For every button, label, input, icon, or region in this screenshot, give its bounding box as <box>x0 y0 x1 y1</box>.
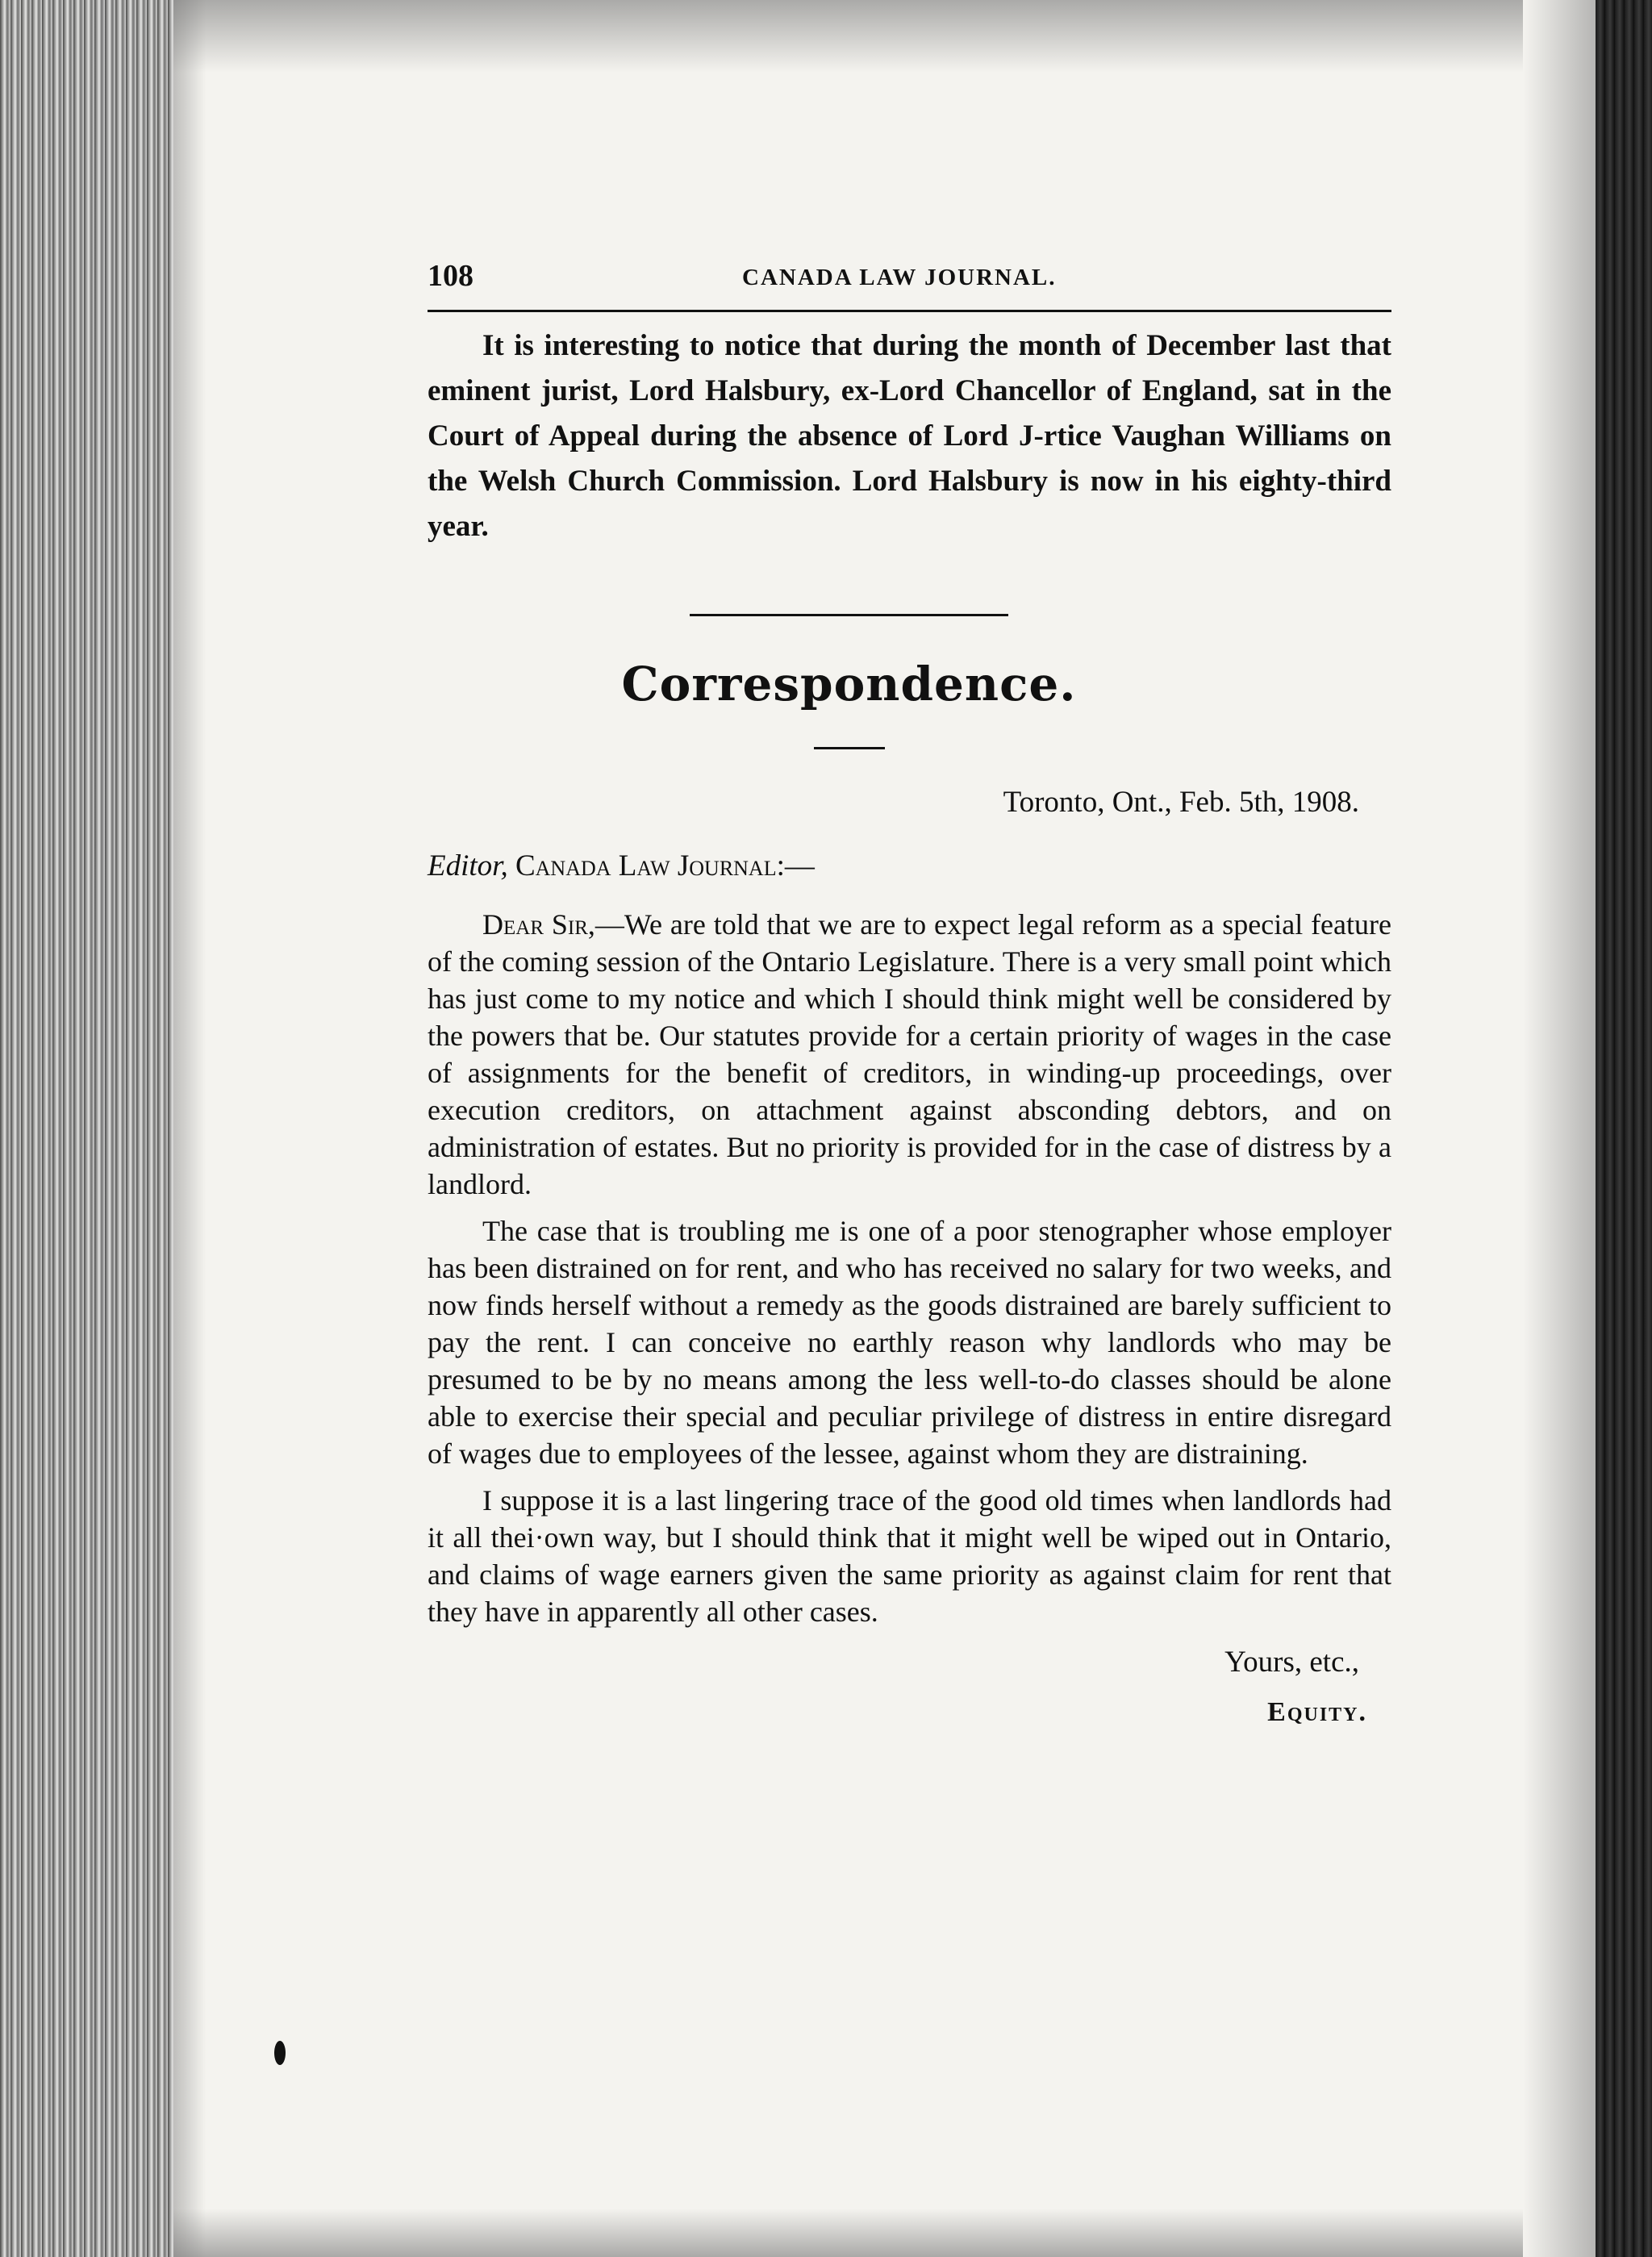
letter-paragraph: The case that is troubling me is one of a poor stenographer whose employer has been distrained on for rent, and who has received no salary for two weeks, and now finds herself without a remedy as the goods distrained are barely sufficient to pay the rent. I can conceive no earthly reason why landlords who may be presumed to be by no means among the less well-to-do classes should be alone able to exercise their special and peculiar privilege of distress in entire disregard of wages due to employees of the lessee, against whom they are distraining. <box>428 1215 1391 1470</box>
addressee-publication: Canada Law Journal:— <box>515 849 815 882</box>
scan-left-edge <box>0 0 173 2257</box>
letter-signature: Equity. <box>1267 1697 1367 1727</box>
header-rule <box>428 310 1391 312</box>
scan-right-edge <box>1596 0 1652 2257</box>
addressee-role: Editor, <box>428 849 508 882</box>
journal-title: CANADA LAW JOURNAL. <box>742 265 1057 290</box>
letter-dateline: Toronto, Ont., Feb. 5th, 1908. <box>1003 786 1359 819</box>
halsbury-note: It is interesting to notice that during the month of December last that eminent jurist, Lord Halsbury, ex-Lord Chancellor of England, sat in the Court of Appeal during the absence of Lord J-rtice Vaughan Williams on the Welsh Church Commission. Lord Halsbury is now in his eighty-third year. <box>428 329 1391 543</box>
section-separator-rule <box>690 614 1008 616</box>
letter-paragraph: I suppose it is a last lingering trace of the good old times when landlords had it all thei·own way, but I should think that it might well be wiped out in Ontario, and claims of wage earners given the same priority as against claim for rent that they have in apparently all other cases. <box>428 1484 1391 1628</box>
scan-right-shadow <box>1523 0 1596 2257</box>
letter-body <box>428 906 1391 1630</box>
scan-top-shadow <box>173 0 1523 73</box>
running-head <box>428 258 1391 307</box>
ink-blot <box>274 2041 286 2065</box>
letter-addressee <box>428 849 1391 883</box>
letter-paragraph <box>428 906 1391 1203</box>
letter-salutation: Dear Sir, <box>482 908 595 941</box>
letter-closing: Yours, etc., <box>1224 1646 1359 1679</box>
page-number: 108 <box>428 259 473 293</box>
journal-page <box>428 258 1391 1728</box>
title-underline-rule <box>814 747 885 749</box>
scan-bottom-shadow <box>173 2209 1523 2257</box>
section-title: Correspondence. <box>621 657 1077 711</box>
letter-paragraph-text: —We are told that we are to expect legal reform as a special feature of the coming session of the Ontario Legislature. There is a very small point which has just come to my notice and which I should think might well be considered by the powers that be. Our statutes provide for a certain priority of wages in the case of assignments for the benefit of creditors, in winding-up proceedings, over execution creditors, on attachment against absconding debtors, and on administration of estates. But no priority is provided for in the case of distress by a landlord. <box>428 908 1391 1200</box>
